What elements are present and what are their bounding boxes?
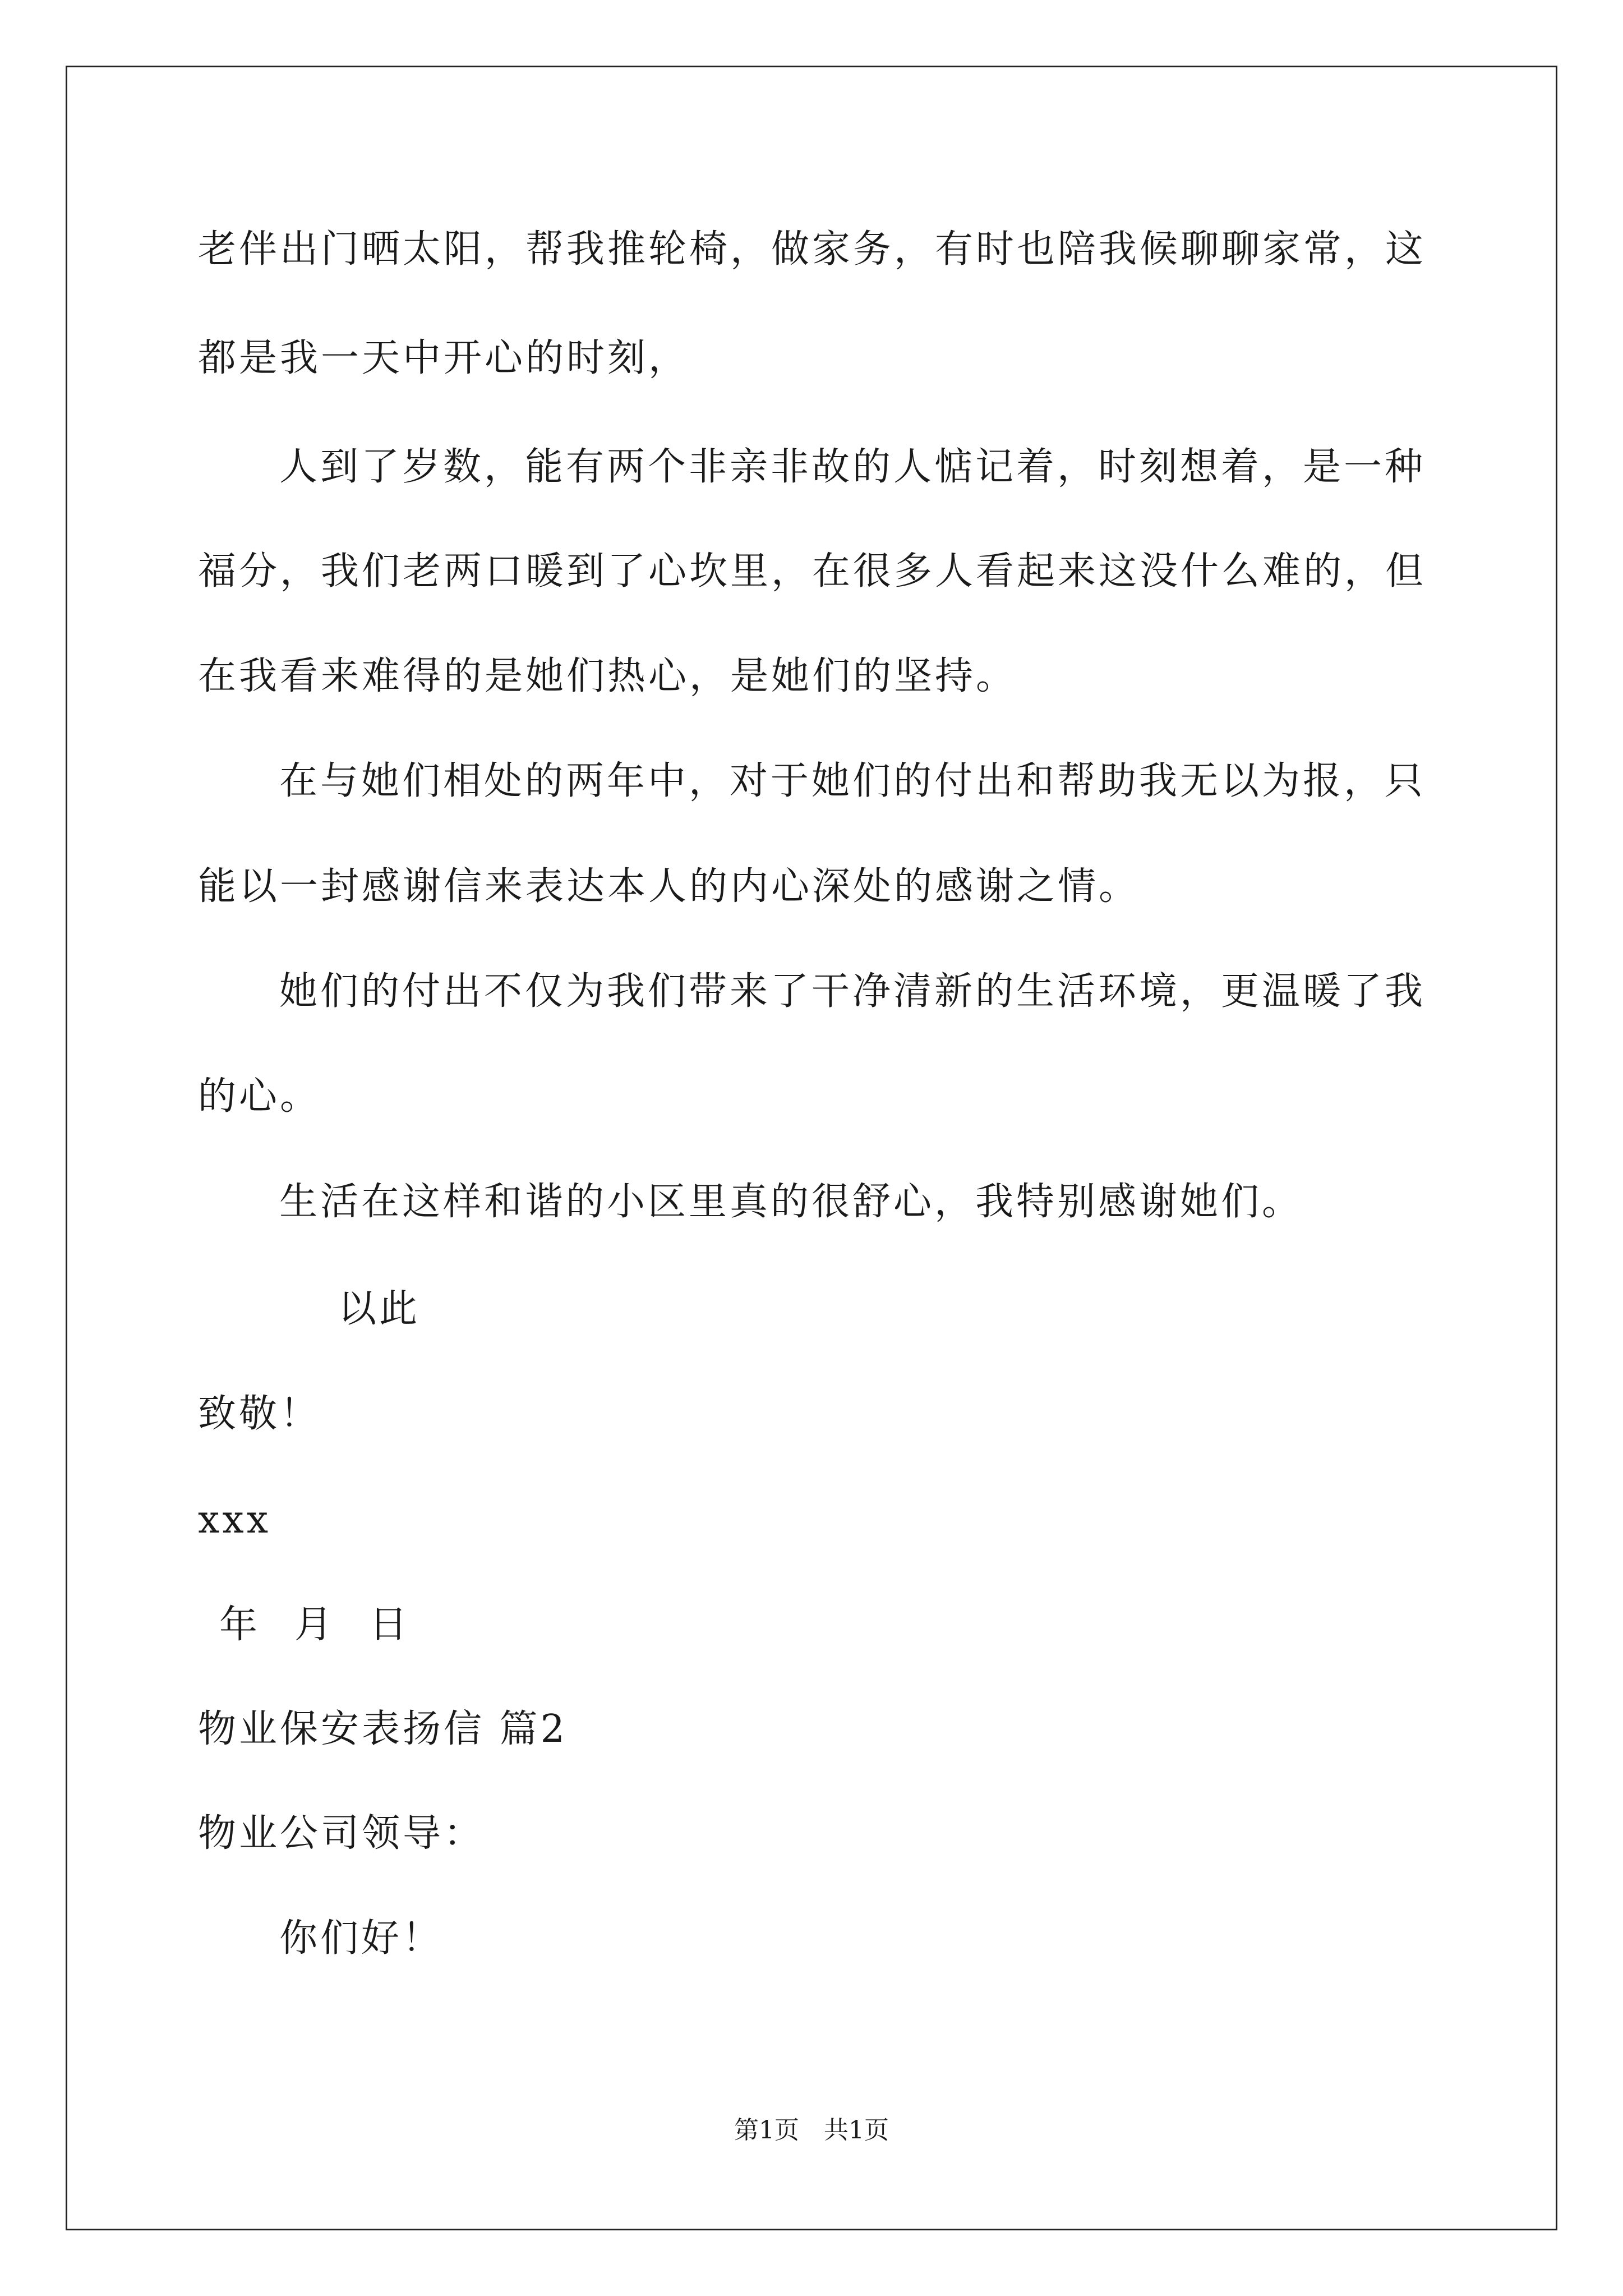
text-line: 老伴出门晒太阳，帮我推轮椅，做家务，有时也陪我候聊聊家常，这	[198, 227, 1427, 272]
paragraph-start: 她们的付出不仅为我们带来了干净清新的生活环境，更温暖了我	[279, 969, 1426, 1014]
date-placeholder: 年 月 日	[219, 1603, 420, 1647]
paragraph-start: 人到了岁数，能有两个非亲非故的人惦记着，时刻想着，是一种	[279, 445, 1426, 489]
signature: xxx	[198, 1498, 271, 1542]
section-title: 物业保安表扬信 篇2	[198, 1707, 568, 1751]
paragraph-start: 生活在这样和谐的小区里真的很舒心，我特别感谢她们。	[279, 1180, 1303, 1224]
text-line: 在我看来难得的是她们热心，是她们的坚持。	[198, 654, 1017, 698]
salute: 致敬！	[198, 1392, 321, 1436]
page-number-footer: 第1页 共1页	[734, 2116, 889, 2145]
text-line: 福分，我们老两口暖到了心坎里，在很多人看起来这没什么难的，但	[198, 549, 1427, 593]
page-border	[66, 66, 1557, 2230]
closing-phrase: 以此	[338, 1287, 421, 1331]
text-line: 的心。	[198, 1074, 321, 1119]
paragraph-start: 在与她们相处的两年中，对于她们的付出和帮助我无以为报，只	[279, 759, 1426, 803]
greeting-recipient: 物业公司领导：	[198, 1811, 485, 1856]
greeting: 你们好！	[279, 1916, 444, 1961]
text-line: 能以一封感谢信来表达本人的内心深处的感谢之情。	[198, 864, 1140, 909]
text-line: 都是我一天中开心的时刻，	[198, 336, 690, 380]
